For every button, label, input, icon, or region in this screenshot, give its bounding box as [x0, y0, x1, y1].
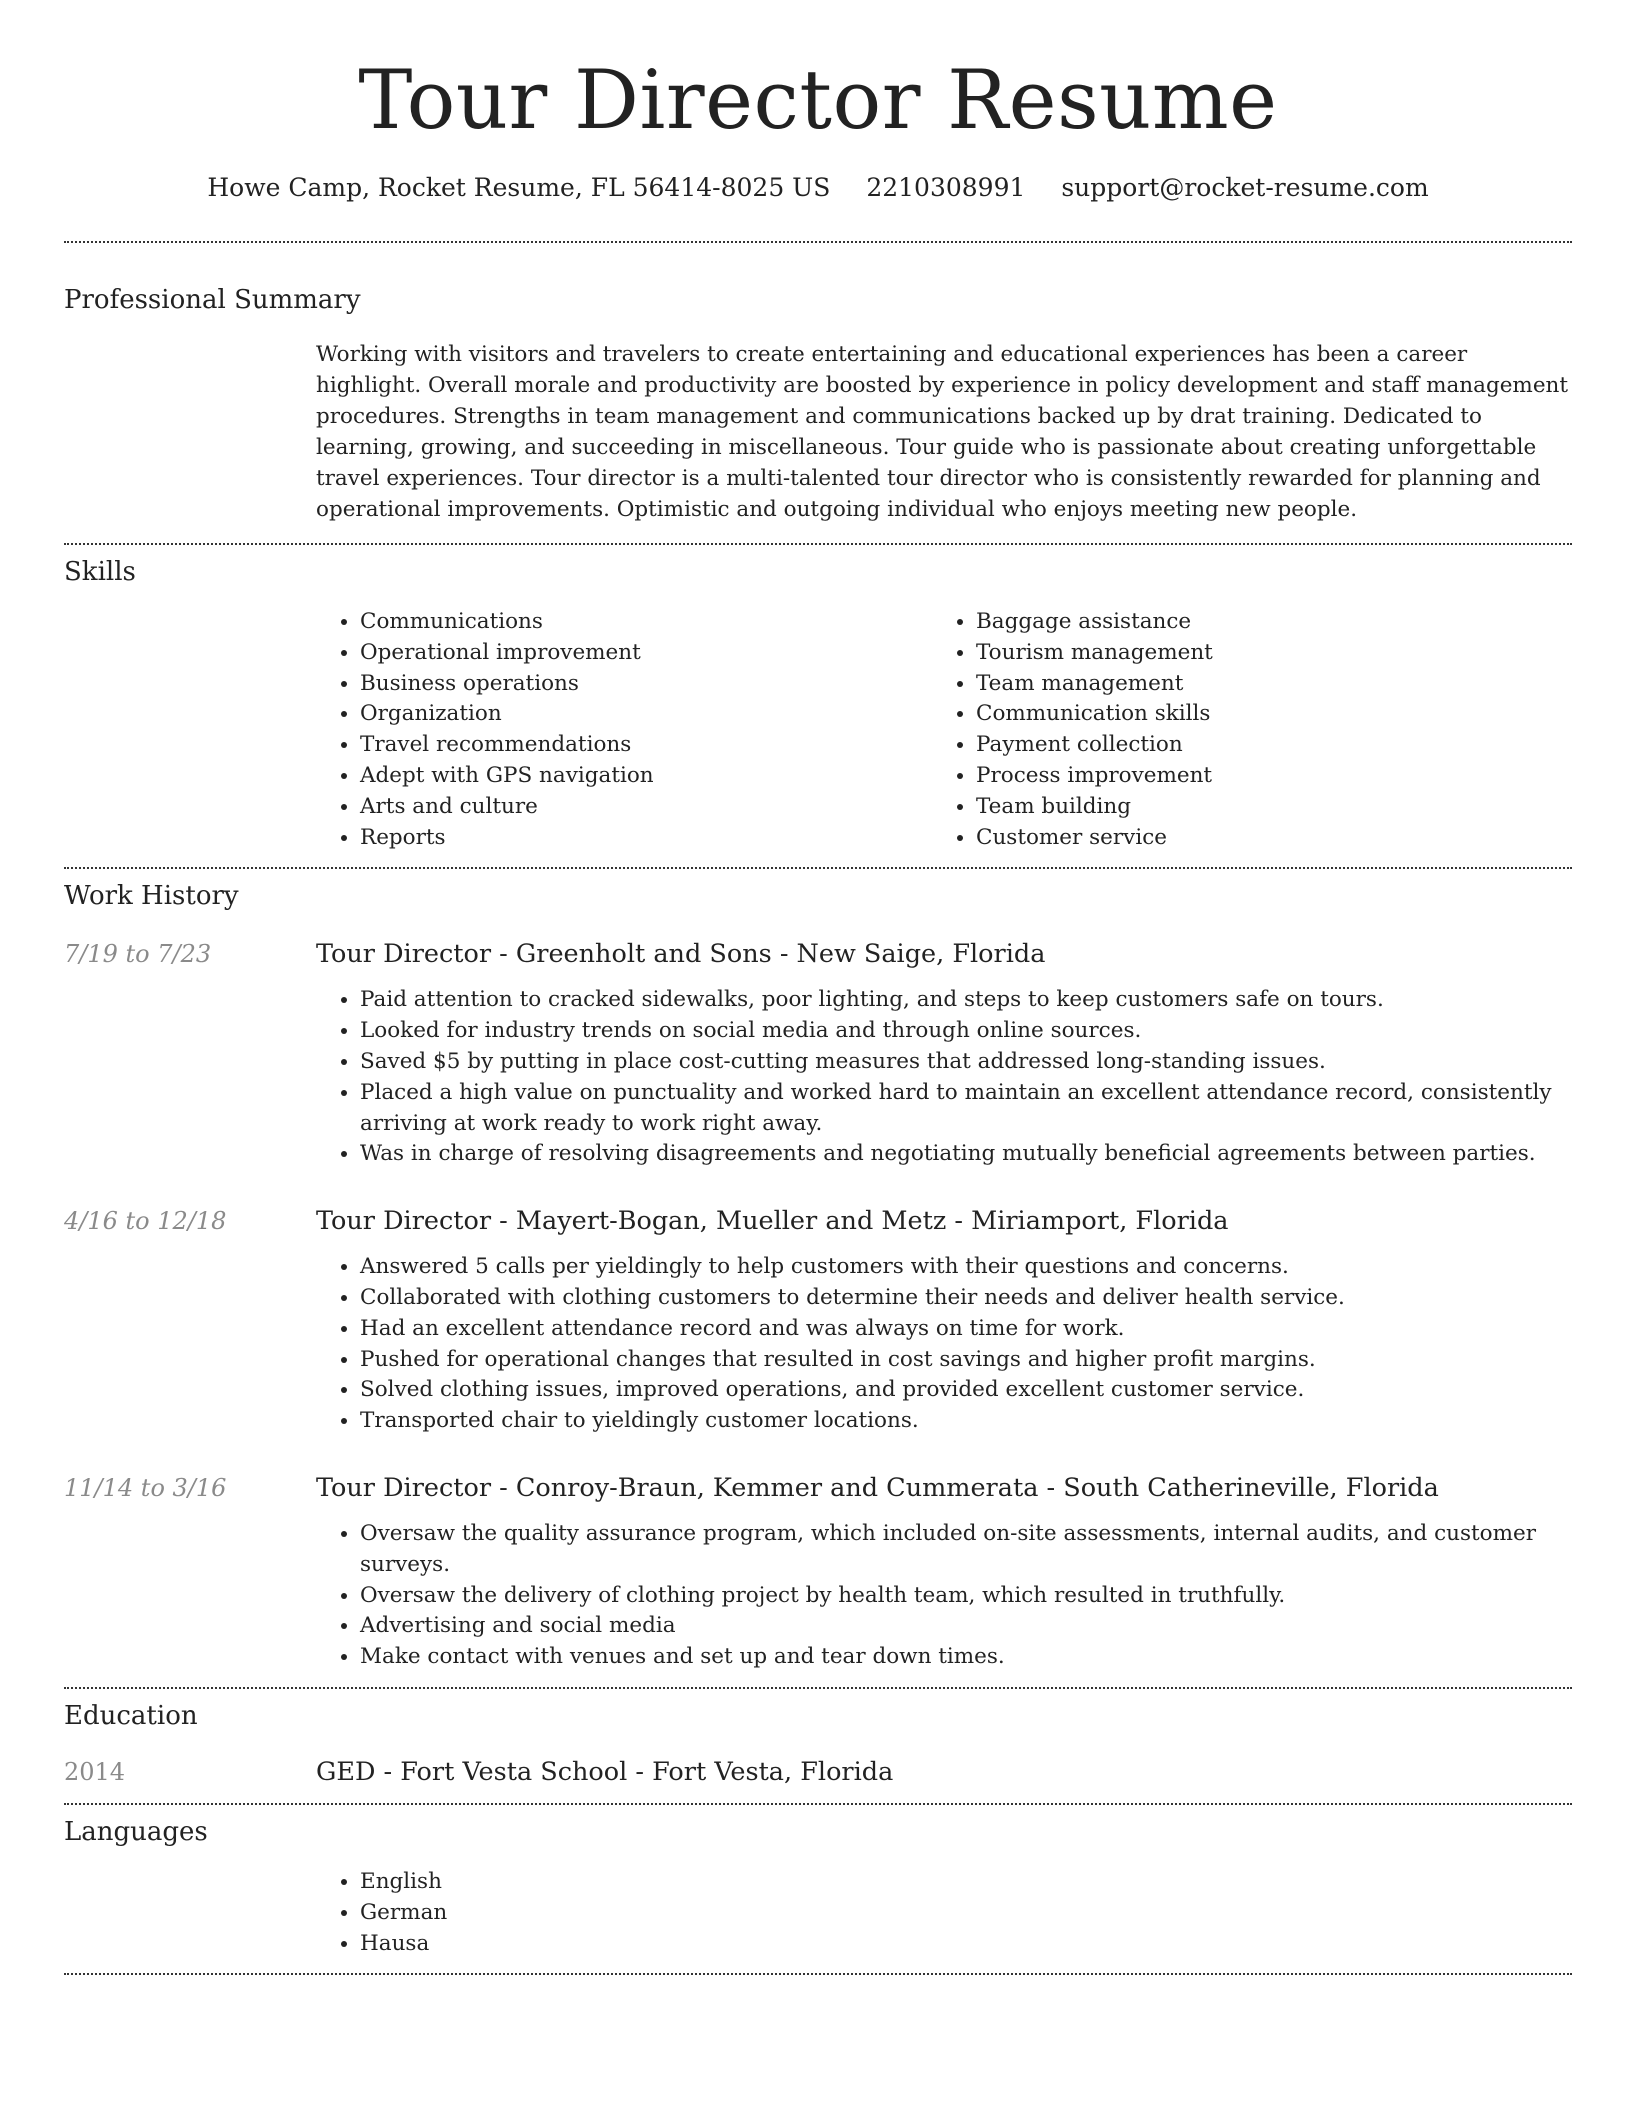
language-item: • German: [360, 1898, 1572, 1929]
job-entry: [64, 1471, 1572, 1673]
skill-item: • Team building: [976, 792, 1548, 823]
duty-item: • Advertising and social media: [360, 1611, 1572, 1642]
skill-item: • Organization: [360, 699, 932, 730]
skills-column-right: [932, 607, 1548, 853]
duty-item: • Had an excellent attendance record and was always on time for work.: [360, 1314, 1572, 1345]
skill-item: • Adept with GPS navigation: [360, 761, 932, 792]
job-title: Tour Director - Mayert-Bogan, Mueller and Metz - Miriamport, Florida: [316, 1206, 1229, 1237]
job-dates: 4/16 to 12/18: [64, 1207, 227, 1236]
divider: [64, 1973, 1572, 1975]
job-dates: 11/14 to 3/16: [64, 1473, 227, 1502]
summary-heading: Professional Summary: [64, 285, 361, 315]
job-title: Tour Director - Conroy-Braun, Kemmer and Cummerata - South Catherineville, Florida: [316, 1472, 1439, 1503]
job-duties: [316, 1519, 1572, 1673]
language-item: • Hausa: [360, 1929, 1572, 1960]
skill-item: • Payment collection: [976, 730, 1548, 761]
skill-item: • Customer service: [976, 823, 1548, 854]
languages-list: [316, 1867, 1572, 1959]
divider: [64, 1687, 1572, 1689]
job-entry: [64, 937, 1572, 1170]
contact-email[interactable]: support@rocket-resume.com: [1061, 173, 1429, 202]
summary-text: Working with visitors and travelers to create entertaining and educational experiences has been a career highlight. Overall morale and productivity are boosted by experience in policy development and staff management procedures. Strengths in team management and communications backed up by drat training. Dedicated to learning, growing, and succeeding in miscellaneous. Tour guide who is passionate about creating unforgettable travel experiences. Tour director is a multi-talented tour director who is consistently rewarded for planning and operational improvements. Optimistic and outgoing individual who enjoys meeting new people.: [316, 342, 1569, 522]
duty-item: • Solved clothing issues, improved operations, and provided excellent customer service.: [360, 1375, 1572, 1406]
contact-phone: 2210308991: [866, 173, 1026, 202]
skills-column-left: [316, 607, 932, 853]
language-item: • English: [360, 1867, 1572, 1898]
skill-item: • Communication skills: [976, 699, 1548, 730]
duty-item: • Saved $5 by putting in place cost-cutting measures that addressed long-standing issues.: [360, 1047, 1572, 1078]
skill-item: • Arts and culture: [360, 792, 932, 823]
duty-item: • Collaborated with clothing customers to determine their needs and deliver health service.: [360, 1283, 1572, 1314]
work-heading: Work History: [64, 881, 239, 912]
skill-item: • Communications: [360, 607, 932, 638]
divider: [64, 1803, 1572, 1805]
education-entry: [64, 1755, 1572, 1789]
duty-item: • Pushed for operational changes that resulted in cost savings and higher profit margins.: [360, 1345, 1572, 1376]
skill-item: • Baggage assistance: [976, 607, 1548, 638]
skill-item: • Travel recommendations: [360, 730, 932, 761]
skill-item: • Operational improvement: [360, 638, 932, 669]
contact-line: [64, 171, 1572, 205]
skills-list: [316, 607, 1572, 853]
resume-title: Tour Director Resume: [358, 54, 1278, 148]
duty-item: • Make contact with venues and set up and tear down times.: [360, 1642, 1572, 1673]
duty-item: • Transported chair to yieldingly customer locations.: [360, 1406, 1572, 1437]
divider: [64, 543, 1572, 545]
divider: [64, 241, 1572, 243]
job-dates: 7/19 to 7/23: [64, 940, 212, 969]
education-heading: Education: [64, 1700, 198, 1731]
duty-item: • Placed a high value on punctuality and worked hard to maintain an excellent attendance record, consistently arriving at work ready to work right away.: [360, 1078, 1572, 1140]
duty-item: • Was in charge of resolving disagreements and negotiating mutually beneficial agreements between parties.: [360, 1139, 1572, 1170]
languages-heading: Languages: [64, 1816, 208, 1847]
duty-item: • Answered 5 calls per yieldingly to help customers with their questions and concerns.: [360, 1252, 1572, 1283]
skill-item: • Reports: [360, 823, 932, 854]
duty-item: • Paid attention to cracked sidewalks, poor lighting, and steps to keep customers safe on tours.: [360, 985, 1572, 1016]
duty-item: • Oversaw the delivery of clothing project by health team, which resulted in truthfully.: [360, 1581, 1572, 1612]
duty-item: • Looked for industry trends on social media and through online sources.: [360, 1016, 1572, 1047]
job-title: Tour Director - Greenholt and Sons - New Saige, Florida: [316, 939, 1046, 970]
skills-heading: Skills: [64, 557, 136, 587]
job-duties: [316, 985, 1572, 1170]
job-duties: [316, 1252, 1572, 1437]
duty-item: • Oversaw the quality assurance program, which included on-site assessments, internal audits, and customer surveys.: [360, 1519, 1572, 1581]
skill-item: • Process improvement: [976, 761, 1548, 792]
skill-item: • Team management: [976, 669, 1548, 700]
job-entry: [64, 1204, 1572, 1437]
education-degree: GED - Fort Vesta School - Fort Vesta, Florida: [316, 1756, 894, 1787]
skill-item: • Tourism management: [976, 638, 1548, 669]
contact-address: Howe Camp, Rocket Resume, FL 56414-8025 US: [207, 173, 831, 202]
skill-item: • Business operations: [360, 669, 932, 700]
education-year: 2014: [64, 1757, 126, 1786]
divider: [64, 867, 1572, 869]
